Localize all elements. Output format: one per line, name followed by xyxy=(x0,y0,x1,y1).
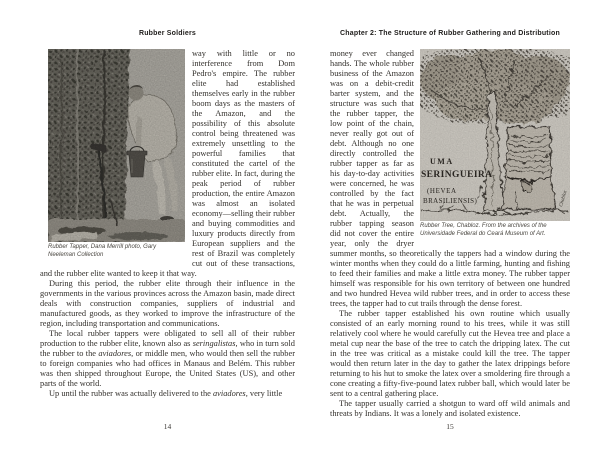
drawing-label-hevea-2: BRASILIENSIS) xyxy=(423,197,478,205)
rubber-tapper-figure xyxy=(48,49,185,259)
body-paragraph: The tapper usually carried a shotgun to ward off wild animals and threats by Indians. It was a lonely and isolated existence. xyxy=(330,399,570,418)
drawing-label-seringueira: SERINGUEIRA xyxy=(421,170,493,180)
artist-signature: Chabloz xyxy=(559,190,569,208)
left-page-number: 14 xyxy=(163,422,172,431)
body-paragraph: During this period, the rubber elite through their influence in the governments in the various provinces across the Amazon basin, made direct deals with construction companies, suppliers of industrial and manufactured goods, as they worked to improve the infrastructure of the region, including transportation and communications. xyxy=(40,279,295,328)
left-page-body xyxy=(40,49,295,399)
drawing-label-hevea-1: (HEVEA xyxy=(427,187,457,195)
right-figure-caption: Rubber Tree, Chabloz. From the archives of the Universidade Federal do Ceará Museum of Art. xyxy=(420,223,547,237)
right-page xyxy=(330,30,570,430)
body-paragraph: money ever changed hands. The whole rubber business of the Amazon was on a debit-credit barter system, and the structure was such that the rubber tapper, the low point of the chain, never really got out of debt. Although no one directly controlled the rubber tapper as far as his day-to-day activities were concerned, he was controlled by the fact that he was in perpetual debt. Actually, the rubber tapping season did not cover the entire year, only the dryer summer months, so theoretically the tappers had a window during the winter months when they could do a little farming, hunting and fishing to feed their families and make a little extra money. The rubber tapper himself was responsible for his own territory of between one hundred and two hundred Hevea wild rubber trees, and in order to access these trees, the tapper had to cut trails through the dense forest. xyxy=(330,49,570,308)
body-paragraph: Up until the rubber was actually delivered to the aviadores, very little xyxy=(49,389,283,398)
drawing-grain-overlay xyxy=(420,49,570,221)
body-paragraph: The rubber tapper established his own routine which usually consisted of an early morning round to his trees, while it was still relatively cool where he would carefully cut the Hevea tree and place a metal cup near the base of the tree to catch the dripping latex. The cut in the tree was critical as a mistake could kill the tree. The tapper would then return later in the day to gather the latex drippings before returning to his hut to smoke the latex over a smoldering fire through a cone creating a fifty-five-pound latex rubber ball, which would later be sent to a central gathering place. xyxy=(330,309,570,398)
left-page xyxy=(40,30,295,430)
rubber-tree-drawing xyxy=(420,49,570,221)
right-running-head: Chapter 2: The Structure of Rubber Gathering and Distribution xyxy=(340,30,560,37)
rubber-tapper-photo xyxy=(48,49,185,242)
left-running-head: Rubber Soldiers xyxy=(138,30,197,37)
body-paragraph: The local rubber tappers were obligated to sell all of their rubber production to the rubber elite, known also as seringalistas, who in turn sold the rubber to the aviadores, or middle men, who would then sell the rubber to foreign companies who had offices in Manaus and Belém. This rubber was then shipped throughout Europe, the United States (US), and other parts of the world. xyxy=(40,329,295,388)
photo-grain-overlay xyxy=(48,49,185,242)
body-paragraph: way with little or no interference from Dom Pedro's empire. The rubber elite had established themselves early in the rubber boom days as the masters of the Amazon, and the possibility of this absolute control being threatened was extremely unsettling to the powerful families that constituted the cartel of the rubber elite. In fact, during the peak period of rubber production, the entire Amazon was almost an isolated economy—selling their rubber and buying commodities and luxury products directly from European suppliers and the rest of Brazil was completely cut out of these transactions, and the rubber elite wanted to keep it that way. xyxy=(40,49,295,278)
rubber-tree-figure xyxy=(420,49,570,238)
left-figure-caption: Rubber Tapper, Dana Merrill photo, Gary Neeleman Collection xyxy=(48,244,157,258)
drawing-label-uma: UMA xyxy=(430,157,454,166)
right-page-body xyxy=(330,49,570,419)
right-page-number: 15 xyxy=(446,422,454,431)
